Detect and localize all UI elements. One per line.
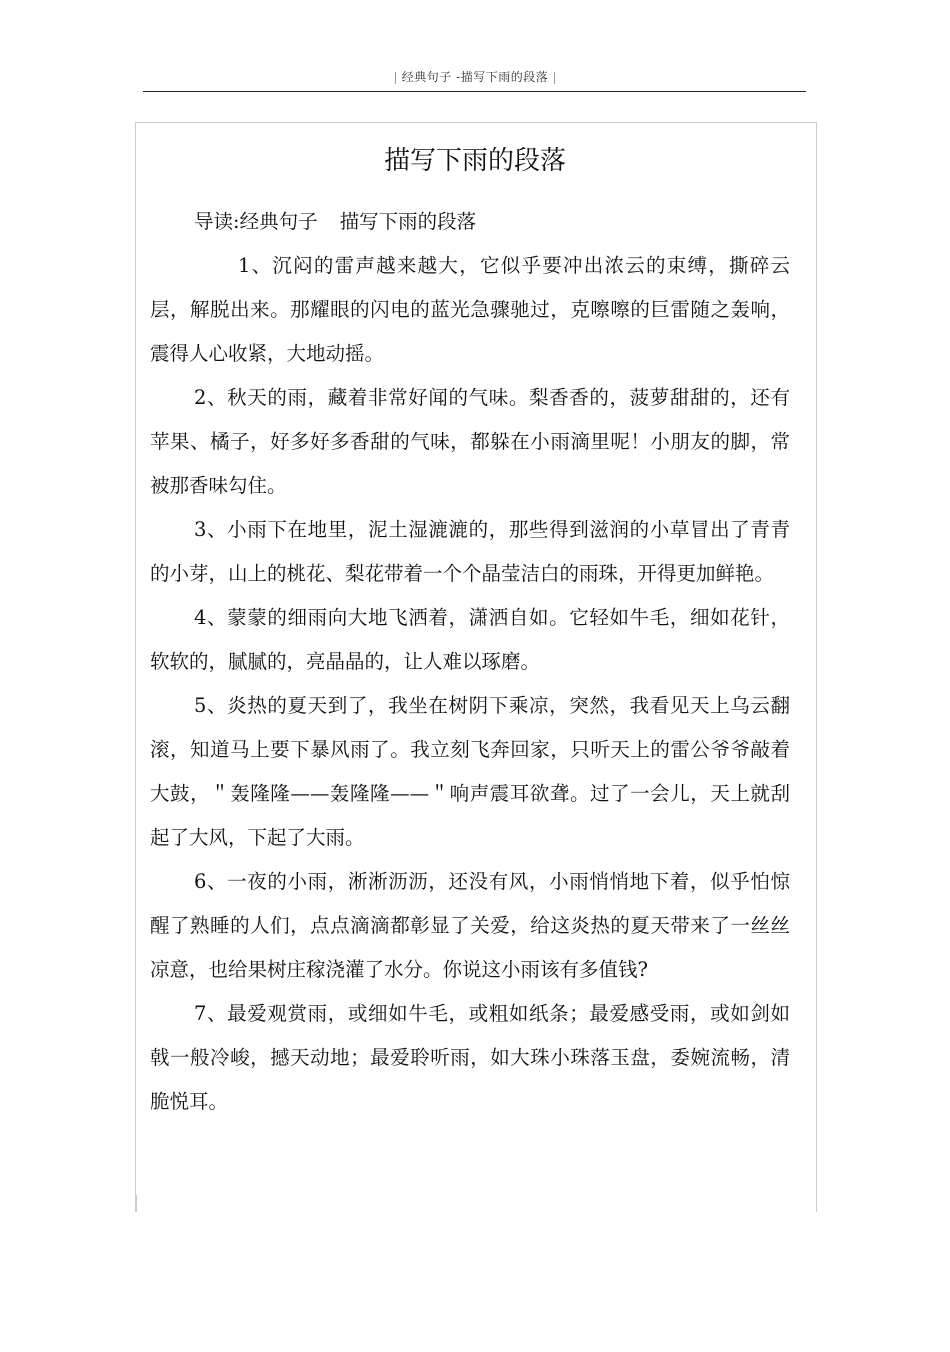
paragraph-1: 1、沉闷的雷声越来越大，它似乎要冲出浓云的束缚，撕碎云层，解脱出来。那耀眼的闪电的蓝光急骤驰过，克嚓嚓的巨雷随之轰响，震得人心收紧，大地动摇。 bbox=[150, 254, 790, 365]
lead-part1: 经典句子 bbox=[239, 210, 318, 233]
paragraph-6: 6、一夜的小雨，淅淅沥沥，还没有风，小雨悄悄地下着，似乎怕惊醒了熟睡的人们，点点滴滴都彰显了关爱，给这炎热的夏天带来了一丝丝凉意，也给果树庄稼浇灌了水分。你说这小雨该有多值钱? bbox=[150, 870, 790, 981]
paragraph-2: 2、秋天的雨，藏着非常好闻的气味。梨香香的，菠萝甜甜的，还有苹果、橘子，好多好多香甜的气味，都躲在小雨滴里呢！小朋友的脚，常被那香味勾住。 bbox=[150, 386, 790, 497]
paragraph-4: 4、蒙蒙的细雨向大地飞洒着，潇洒自如。它轻如牛毛，细如花针，软软的，腻腻的，亮晶晶的，让人难以琢磨。 bbox=[150, 606, 790, 673]
frame-mask bbox=[120, 1212, 840, 1352]
header-tick-left bbox=[395, 72, 396, 84]
document-body bbox=[150, 200, 790, 1124]
running-header bbox=[0, 68, 950, 85]
lead-label: 导读: bbox=[194, 210, 240, 233]
lead-part2: 描写下雨的段落 bbox=[339, 210, 477, 233]
paragraph-7: 7、最爱观赏雨，或细如牛毛，或粗如纸条；最爱感受雨，或如剑如戟一般冷峻，撼天动地；最爱聆听雨，如大珠小珠落玉盘，委婉流畅，清脆悦耳。 bbox=[150, 1002, 790, 1113]
document-title: 描写下雨的段落 bbox=[383, 146, 566, 177]
running-header-sep: - bbox=[456, 70, 461, 84]
header-tick-right bbox=[554, 72, 555, 84]
header-rule bbox=[143, 91, 806, 92]
frame-left-tail bbox=[135, 1195, 137, 1212]
running-header-right: 描写下雨的段落 bbox=[460, 70, 549, 84]
paragraph-5: 5、炎热的夏天到了，我坐在树阴下乘凉，突然，我看见天上乌云翻滚，知道马上要下暴风雨了。我立刻飞奔回家，只听天上的雷公爷爷敲着大鼓，＂轰隆隆——轰隆隆——＂响声震耳欲聋。过了一会儿，天上就刮起了大风，下起了大雨。 bbox=[150, 694, 790, 849]
lead-line bbox=[150, 200, 790, 244]
paragraph-3: 3、小雨下在地里，泥土湿漉漉的，那些得到滋润的小草冒出了青青的小芽，山上的桃花、梨花带着一个个晶莹洁白的雨珠，开得更加鲜艳。 bbox=[150, 518, 790, 585]
running-header-left: 经典句子 bbox=[401, 70, 452, 84]
